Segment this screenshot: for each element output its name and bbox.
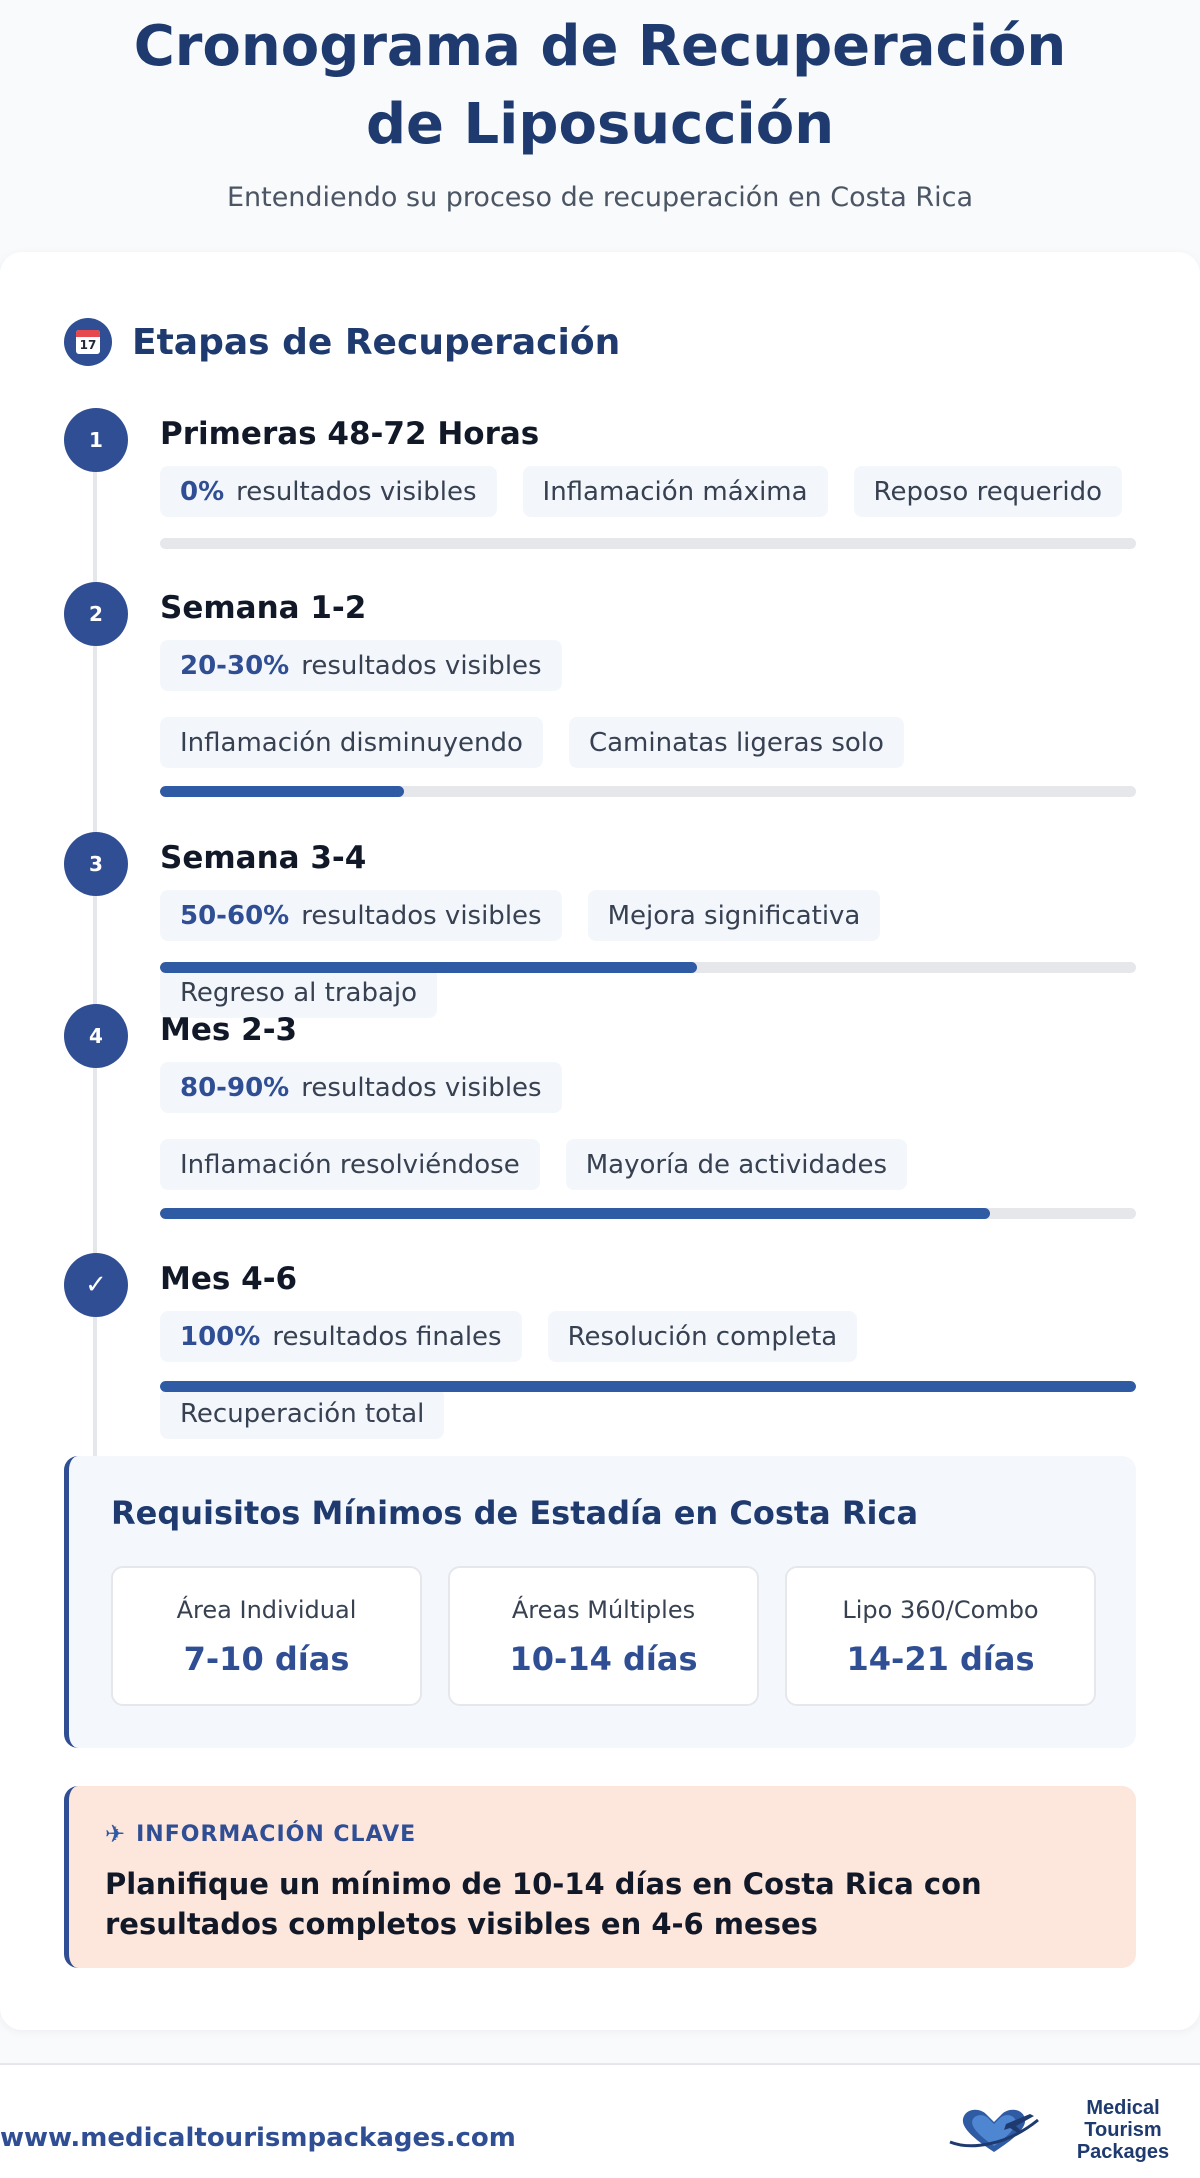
stage-marker: 3 [64,832,128,896]
stage-progress-bar [160,962,1136,973]
stage-result-tag [160,1311,522,1362]
stage-tag: Recuperación total [160,1388,444,1439]
stage-marker: 4 [64,1004,128,1068]
stay-option-label: Área Individual [176,1596,357,1624]
stage-progress-bar [160,1208,1136,1219]
stage-result-tag [160,890,562,941]
stage-marker: 2 [64,582,128,646]
stage-title: Primeras 48-72 Horas [160,416,540,452]
stage-percent: 20-30% [180,650,290,681]
stage-result-label: resultados visibles [301,650,542,681]
stage-title: Mes 4-6 [160,1261,298,1297]
footer [0,2063,1200,2178]
stage-percent: 50-60% [180,900,290,931]
stage-tag: Inflamación disminuyendo [160,717,543,768]
airplane-icon: ✈ [105,1820,127,1848]
stage-title: Semana 3-4 [160,840,367,876]
stay-option-label: Lipo 360/Combo [842,1596,1039,1624]
calendar-icon-day: 17 [79,338,97,352]
stage-title: Mes 2-3 [160,1012,298,1048]
stage-percent: 80-90% [180,1072,290,1103]
stage-progress-bar [160,538,1136,549]
stay-option-value: 7-10 días [183,1640,350,1678]
stage-result-label: resultados visibles [301,900,542,931]
stage-tags [160,1311,1150,1439]
stage-tag: Mayoría de actividades [566,1139,907,1190]
key-info-text: Planifique un mínimo de 10-14 días en Costa Rica con resultados completos visibles en 4-6 meses [105,1867,982,1941]
stage-tag: Inflamación resolviéndose [160,1139,540,1190]
stay-option-value: 14-21 días [846,1640,1035,1678]
stage-progress-fill [160,1381,1136,1392]
stage-tags [160,640,940,768]
stage-title: Semana 1-2 [160,590,367,626]
stage-tag: Resolución completa [548,1311,858,1362]
stay-option-multiple [448,1566,759,1706]
stay-requirements [64,1456,1136,1748]
key-info-heading: INFORMACIÓN CLAVE [136,1821,417,1847]
check-icon: ✓ [64,1253,128,1317]
stage-result-tag [160,466,497,517]
stage-tag: Regreso al trabajo [160,967,437,1018]
footer-url-link[interactable]: www.medicaltourismpackages.com [0,2123,516,2153]
stage-progress-fill [160,786,404,797]
stay-title: Requisitos Mínimos de Estadía en Costa Rica [111,1494,919,1532]
stage-result-tag [160,640,562,691]
stage-percent: 100% [180,1321,261,1352]
stage-tags [160,890,1150,1018]
header [0,0,1200,213]
stages-section-header [64,318,620,366]
stages-section-title: Etapas de Recuperación [132,321,621,363]
logo-line-1: Medical Tourism [1084,2097,1162,2141]
stage-tag: Inflamación máxima [523,466,828,517]
stage-percent: 0% [180,476,225,507]
stay-option-value: 10-14 días [509,1640,698,1678]
stay-option-label: Áreas Múltiples [511,1596,696,1624]
stage-result-label: resultados visibles [236,476,477,507]
brand-logo [946,2095,1200,2165]
stage-tag: Mejora significativa [588,890,881,941]
key-info-heading-row [105,1820,416,1848]
page-subtitle: Entendiendo su proceso de recuperación en Costa Rica [226,182,974,213]
stage-progress-bar [160,1381,1136,1392]
heart-airplane-logo [946,2102,1042,2158]
stage-result-tag [160,1062,562,1113]
stage-progress-fill [160,1208,990,1219]
stage-result-label: resultados visibles [301,1072,542,1103]
stage-tags [160,466,1150,517]
stage-result-label: resultados finales [272,1321,502,1352]
stage-tag: Reposo requerido [854,466,1122,517]
stay-option-individual [111,1566,422,1706]
logo-line-2: Packages [1076,2141,1170,2163]
key-info-callout [64,1786,1136,1968]
stage-tag: Caminatas ligeras solo [569,717,904,768]
stage-tags [160,1062,940,1190]
stay-option-combo [785,1566,1096,1706]
stage-progress-fill [160,962,697,973]
stage-progress-bar [160,786,1136,797]
stay-options [111,1566,1096,1706]
calendar-icon [64,318,112,366]
recovery-card [0,252,1200,2030]
stage-marker: 1 [64,408,128,472]
page-title: Cronograma de Recuperación de Liposucción [133,14,1067,157]
logo-text [1046,2097,1200,2163]
